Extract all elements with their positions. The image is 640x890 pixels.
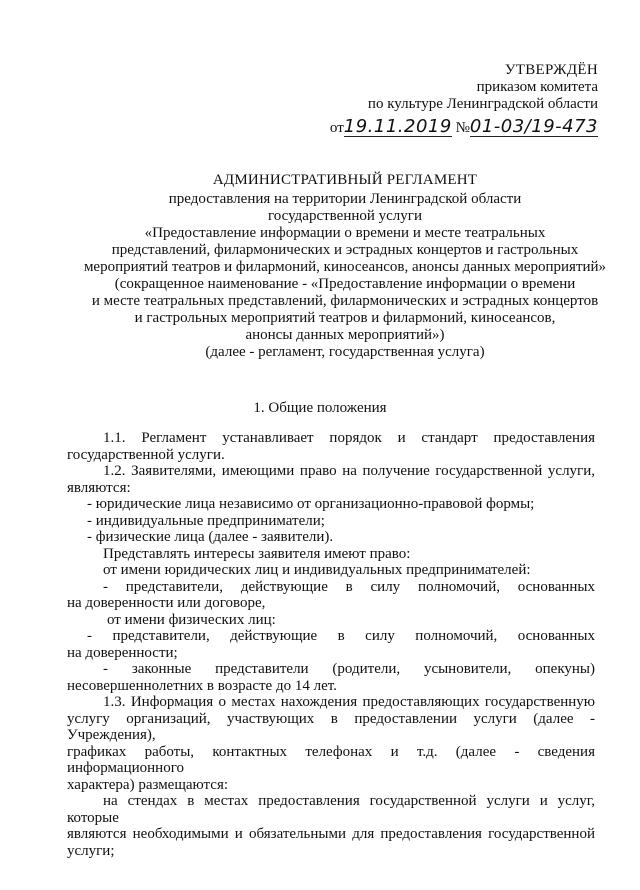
approval-block	[330, 62, 598, 137]
approval-header: УТВЕРЖДЁН	[504, 62, 598, 78]
title-line: и гастрольных мероприятий театров и филармоний, киносеансов,	[134, 310, 556, 326]
title-line: представлений, филармонических и эстрадных концертов и гастрольных	[111, 242, 579, 258]
title-line: анонсы данных мероприятий»)	[245, 327, 445, 343]
section-heading: 1. Общие положения	[253, 400, 387, 416]
document-title-block	[40, 172, 640, 361]
stands-line: на стендах в местах предоставления государственной услуги и услуг, которые	[67, 793, 595, 826]
paragraph-1-2-cont: являются:	[67, 479, 131, 496]
approval-line-2: по культуре Ленинградской области	[367, 96, 598, 112]
paragraph-1-1: 1.1. Регламент устанавливает порядок и стандарт предоставления	[103, 430, 595, 446]
represent-line: Представлять интересы заявителя имеют право:	[103, 545, 411, 562]
paragraph-1-2: 1.2. Заявителями, имеющими право на получение государственной услуги,	[103, 463, 595, 479]
individuals-line: от имени физических лиц:	[107, 611, 276, 628]
handwritten-number: 01-03/19-473	[469, 116, 598, 137]
applicant-item: - юридические лица независимо от организационно-правовой формы;	[87, 496, 535, 512]
handwritten-date: 19.11.2019	[343, 116, 452, 137]
title-line: и месте театральных представлений, филармонических и эстрадных концертов	[91, 293, 599, 309]
date-prefix: от	[329, 120, 344, 136]
title-line: предоставления на территории Ленинградской области	[168, 191, 522, 207]
rep-legal-cont: на доверенности или договоре,	[67, 595, 266, 611]
title-line: мероприятий театров и филармоний, киносеансов, анонсы данных мероприятий»	[83, 259, 607, 275]
paragraph-1-3-cont: услугу организаций, участвующих в предоставлении услуги (далее - Учреждения),	[67, 710, 595, 743]
title-line: «Предоставление информации о времени и месте театральных	[144, 225, 546, 241]
title-line: государственной услуги	[268, 208, 422, 224]
rep-legal-line: - представители, действующие в силу полномочий, основанных	[103, 578, 595, 595]
title-line: (сокращенное наименование - «Предоставление информации о времени	[114, 276, 576, 292]
paragraph-1-1-cont: государственной услуги.	[67, 446, 225, 463]
applicant-item: - индивидуальные предприниматели;	[87, 512, 325, 529]
rep-individual-cont: на доверенности;	[67, 644, 178, 661]
approval-line-1: приказом комитета	[476, 79, 598, 95]
stands-cont: являются необходимыми и обязательными для предоставления государственной	[67, 826, 595, 842]
paragraph-1-3-cont: графиках работы, контактных телефонах и т.д. (далее - сведения информационного	[67, 743, 595, 776]
title-line: (далее - регламент, государственная услуга)	[205, 344, 485, 360]
applicant-item: - физические лица (далее - заявители).	[87, 529, 334, 545]
stands-cont: услуги;	[67, 842, 115, 859]
section-body	[67, 430, 595, 859]
number-prefix: №	[455, 120, 470, 136]
document-title: АДМИНИСТРАТИВНЫЙ РЕГЛАМЕНТ	[212, 172, 478, 188]
paragraph-1-3: 1.3. Информация о местах нахождения предоставляющих государственную	[103, 694, 595, 710]
legal-entities-line: от имени юридических лиц и индивидуальных предпринимателей:	[103, 562, 531, 578]
legal-reps-line: - законные представители (родители, усыновители, опекуны)	[103, 661, 595, 677]
paragraph-1-3-cont: характера) размещаются:	[67, 776, 229, 793]
approval-date-line	[330, 118, 598, 137]
rep-individual-line: - представители, действующие в силу полномочий, основанных	[87, 628, 595, 644]
legal-reps-cont: несовершеннолетних в возрасте до 14 лет.	[67, 677, 337, 694]
